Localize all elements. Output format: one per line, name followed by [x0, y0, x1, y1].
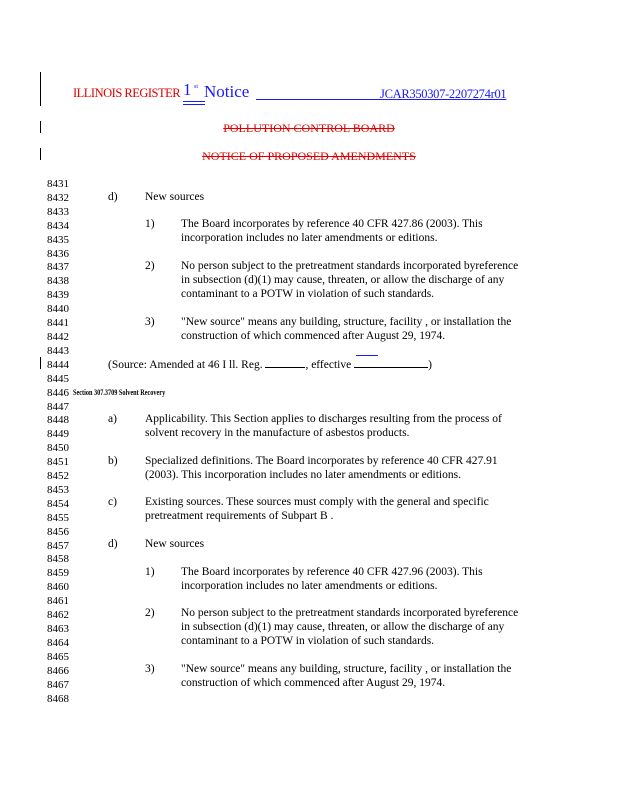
line-number: 8451	[47, 456, 69, 469]
line-number: 8454	[47, 497, 69, 510]
line-number: 8464	[47, 636, 69, 649]
line-number: 8466	[47, 664, 69, 677]
line-number: 8463	[47, 623, 69, 635]
paragraph-line: contaminant to a POTW in violation of such standards.	[181, 288, 435, 300]
page-number-suffix: st	[194, 84, 199, 90]
line-number: 8437	[47, 261, 69, 274]
line-number: 8456	[47, 525, 69, 538]
line-number: 8432	[47, 191, 69, 204]
paragraph-line: contaminant to a POTW in violation of such standards.	[181, 635, 435, 647]
paragraph-line: No person subject to the pretreatment standards incorporated byreference	[181, 607, 519, 619]
item-label: c)	[108, 496, 117, 508]
line-number: 8433	[47, 205, 69, 218]
item-label: 1)	[145, 566, 155, 578]
line-numbers	[47, 178, 69, 706]
line-number: 8459	[47, 567, 69, 580]
line-number: 8445	[47, 372, 69, 385]
paragraph-line: Existing sources. These sources must comply with the general and specific	[145, 496, 489, 508]
blank-volume	[265, 357, 305, 368]
line-number: 8448	[47, 414, 69, 427]
paragraph-line: No person subject to the pretreatment standards incorporated byreference	[181, 260, 519, 272]
line-number: 8458	[47, 553, 69, 566]
paragraph-line: pretreatment requirements of Subpart B .	[145, 510, 334, 522]
source-text: (Source: Amended at 46 I ll. Reg.	[108, 359, 266, 371]
line-number: 8431	[47, 178, 69, 190]
register-title: ILLINOIS REGISTER	[73, 86, 181, 100]
item-label: d)	[108, 538, 118, 550]
line-number: 8453	[47, 483, 69, 496]
document-id: JCAR350307-2207274r01	[380, 87, 507, 101]
change-bar	[40, 357, 41, 369]
item-label: 3)	[145, 663, 155, 675]
line-number: 8439	[47, 289, 69, 302]
source-note	[108, 357, 432, 371]
line-number: 8447	[47, 400, 69, 413]
line-number: 8450	[47, 442, 69, 455]
line-number: 8436	[47, 247, 69, 260]
line-number: 8465	[47, 650, 69, 663]
item-label: d)	[108, 191, 118, 203]
item-title: New sources	[145, 191, 205, 203]
line-number: 8434	[47, 219, 69, 232]
source-text: )	[428, 359, 432, 371]
line-number: 8468	[47, 692, 69, 705]
line-number: 8460	[47, 581, 69, 594]
item-label: 2)	[145, 607, 155, 619]
line-number: 8457	[47, 539, 69, 552]
item-label: a)	[108, 413, 117, 425]
paragraph-line: Applicability. This Section applies to discharges resulting from the process of	[145, 413, 502, 425]
item-label: 3)	[145, 316, 155, 328]
item-label: 1)	[145, 218, 155, 230]
paragraph-line: incorporation includes no later amendments or editions.	[181, 580, 438, 592]
item-title: New sources	[145, 538, 205, 550]
paragraph-line: The Board incorporates by reference 40 CFR 427.86 (2003). This	[181, 218, 483, 230]
header-underline	[183, 104, 205, 105]
line-number: 8444	[47, 358, 69, 371]
line-number: 8435	[47, 233, 69, 246]
line-number: 8467	[47, 678, 69, 691]
header-underline	[183, 101, 205, 102]
paragraph-line: in subsection (d)(1) may cause, threaten, or allow the discharge of any	[181, 274, 505, 286]
paragraph-line: construction of which commenced after August 29, 1974.	[181, 677, 446, 689]
line-number: 8438	[47, 275, 69, 288]
line-number: 8440	[47, 303, 69, 316]
blank-effective-date	[354, 357, 428, 368]
line-number: 8441	[47, 317, 69, 330]
line-number: 8461	[47, 595, 69, 608]
line-number: 8442	[47, 330, 69, 343]
notice-title: NOTICE OF PROPOSED AMENDMENTS	[202, 149, 416, 163]
source-text: , effective	[305, 359, 355, 371]
line-number: 8462	[47, 609, 69, 622]
paragraph-line: "New source" means any building, structure, facility , or installation the	[181, 663, 512, 675]
section-heading: Section 307.3709 Solvent Recovery	[73, 388, 166, 397]
item-label: b)	[108, 455, 118, 467]
paragraph-line: in subsection (d)(1) may cause, threaten, or allow the discharge of any	[181, 621, 505, 633]
line-number: 8452	[47, 470, 69, 483]
line-number: 8443	[47, 344, 69, 357]
paragraph-line: incorporation includes no later amendments or editions.	[181, 232, 438, 244]
line-number: 8446	[47, 386, 69, 399]
paragraph-line: "New source" means any building, structure, facility , or installation the	[181, 316, 512, 328]
line-number: 8455	[47, 511, 69, 524]
item-label: 2)	[145, 260, 155, 272]
paragraph-line: solvent recovery in the manufacture of asbestos products.	[145, 427, 410, 439]
page-number: 1	[183, 80, 192, 99]
board-name: POLLUTION CONTROL BOARD	[223, 121, 395, 135]
paragraph-line: The Board incorporates by reference 40 CFR 427.96 (2003). This	[181, 566, 483, 578]
paragraph-line: Specialized definitions. The Board incorporates by reference 40 CFR 427.91	[145, 455, 498, 467]
paragraph-line: (2003). This incorporation includes no later amendments or editions.	[145, 469, 461, 481]
notice-label: Notice	[204, 82, 250, 101]
change-bar	[40, 72, 41, 106]
paragraph-line: construction of which commenced after August 29, 1974.	[181, 330, 446, 342]
line-number: 8449	[47, 428, 69, 441]
